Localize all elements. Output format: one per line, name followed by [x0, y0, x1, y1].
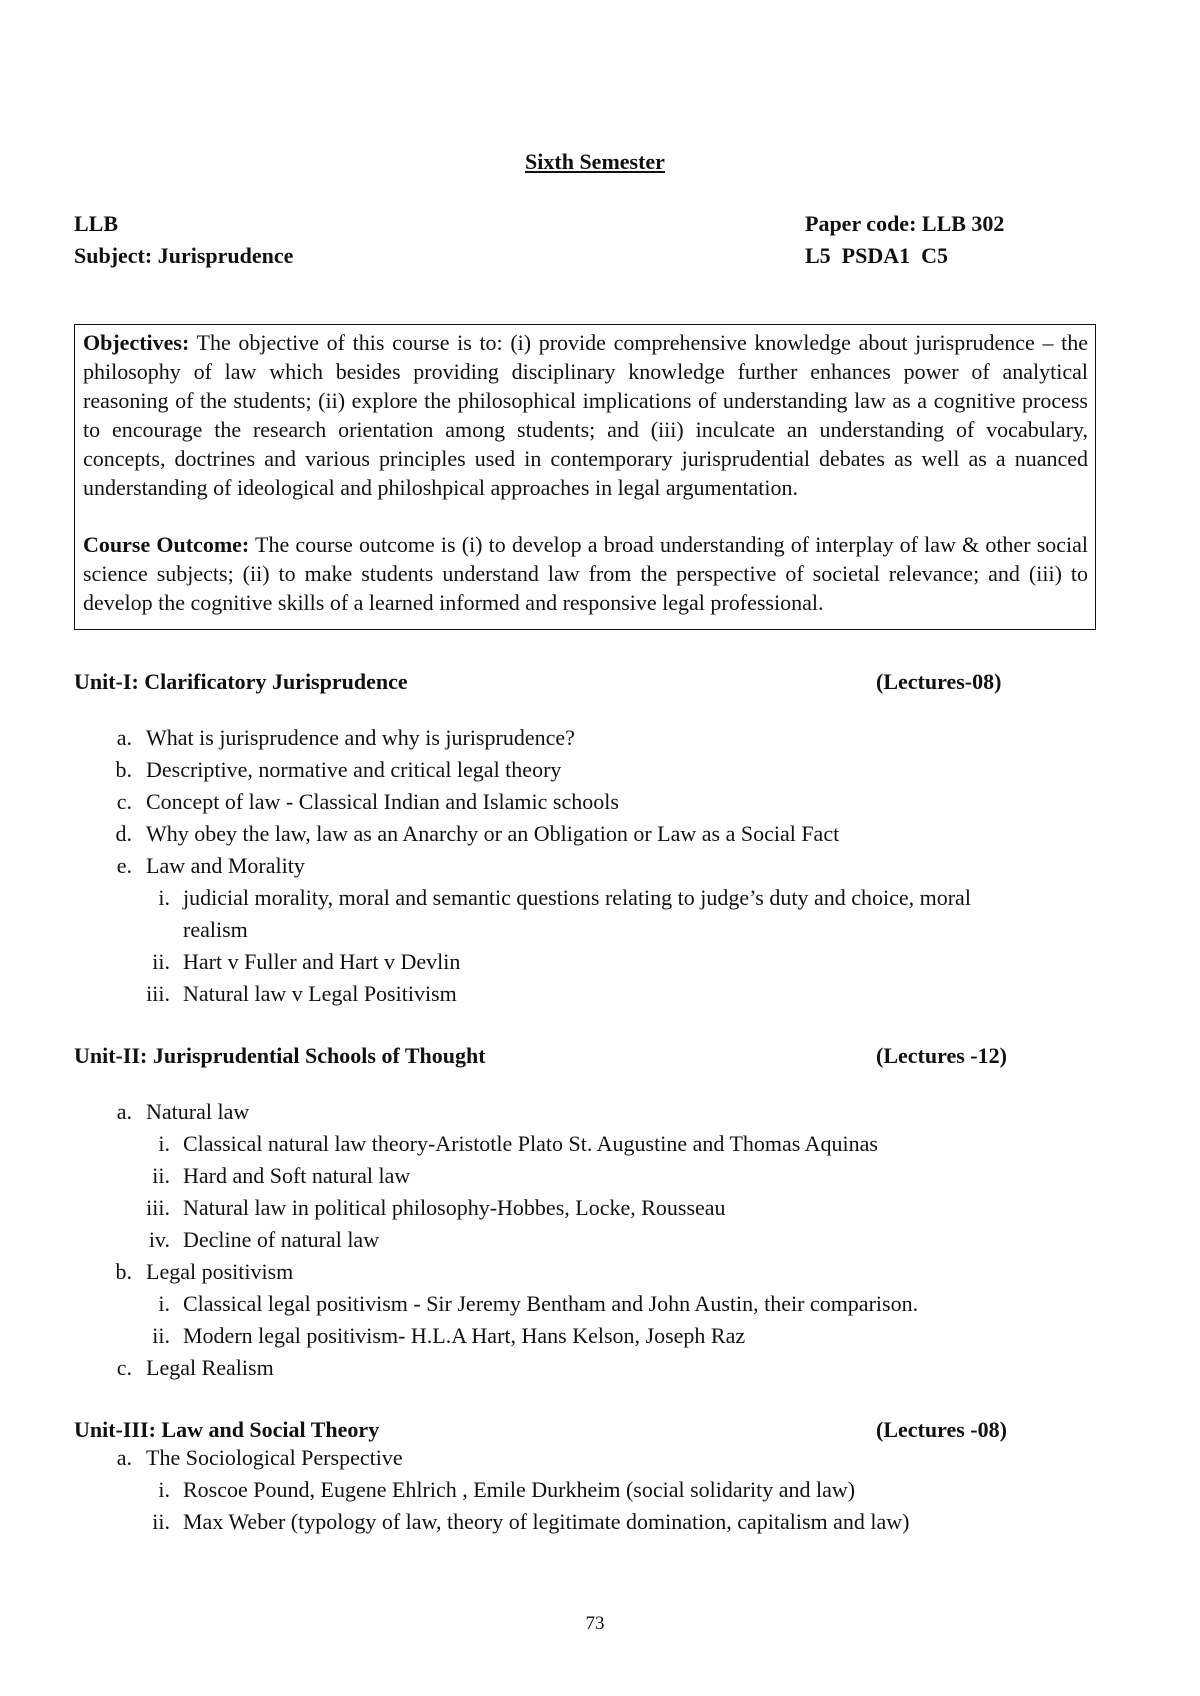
item-marker: i.: [158, 885, 170, 910]
sub-list-item: [0, 883, 1190, 915]
item-text: Classical legal positivism - Sir Jeremy Bentham and John Austin, their comparison.: [183, 1291, 919, 1316]
item-marker: i.: [158, 1477, 170, 1502]
item-text: The Sociological Perspective: [146, 1445, 403, 1470]
sub-list-item: [0, 979, 1190, 1011]
objectives-paragraph: [83, 328, 1088, 502]
list-item: [0, 723, 1190, 755]
level-code: L5 PSDA1 C5: [805, 243, 949, 268]
item-marker: a.: [116, 1099, 132, 1124]
list-item: [0, 1257, 1190, 1289]
subject-label: Subject: Jurisprudence: [74, 243, 294, 268]
sub-list-item: [0, 1193, 1190, 1225]
objectives-text: The objective of this course is to: (i) provide comprehensive knowledge about jurisprudence – the philosophy of law which besides providing disciplinary knowledge further enhances power of analytical reasoning of the students; (ii) explore the philosophical implications of understanding law as a cognitive process to encourage the research orientation among students; and (iii) inculcate an understanding of vocabulary, concepts, doctrines and various principles used in contemporary jurisprudential debates as well as a nuanced understanding of ideological and philoshpical approaches in legal argumentation.: [83, 330, 1088, 500]
program-label: LLB: [74, 211, 119, 236]
objectives-label: Objectives:: [83, 330, 190, 355]
unit-3-list: [0, 1443, 1190, 1539]
sub-list-item: [0, 1289, 1190, 1321]
item-text: Hart v Fuller and Hart v Devlin: [183, 949, 461, 974]
list-item: [0, 851, 1190, 883]
unit-title: Unit-II: Jurisprudential Schools of Thought: [74, 1043, 486, 1068]
item-marker: iii.: [146, 981, 170, 1006]
item-text: Concept of law - Classical Indian and Islamic schools: [146, 789, 619, 814]
item-marker: d.: [115, 821, 132, 846]
objectives-box: [74, 324, 1096, 630]
item-text: Classical natural law theory-Aristotle Plato St. Augustine and Thomas Aquinas: [183, 1131, 878, 1156]
item-text: Roscoe Pound, Eugene Ehlrich , Emile Durkheim (social solidarity and law): [183, 1477, 856, 1502]
list-item: [0, 787, 1190, 819]
unit-lectures: (Lectures-08): [876, 669, 1002, 694]
item-marker: ii.: [152, 1323, 170, 1348]
item-marker: e.: [116, 853, 132, 878]
item-text: What is jurisprudence and why is jurisprudence?: [146, 725, 575, 750]
outcome-text: The course outcome is (i) to develop a broad understanding of interplay of law & other social science subjects; (ii) to make students understand law from the perspective of societal relevance; and (iii) to develop the cognitive skills of a learned informed and responsive legal professional.: [83, 532, 1089, 615]
item-text: Hard and Soft natural law: [183, 1163, 411, 1188]
item-marker: b.: [115, 757, 132, 782]
outcome-label: Course Outcome:: [83, 532, 250, 557]
item-text: Descriptive, normative and critical legal theory: [146, 757, 562, 782]
paper-code: Paper code: LLB 302: [805, 211, 1005, 236]
unit-2-list: [0, 1097, 1190, 1385]
item-marker: ii.: [152, 1509, 170, 1534]
item-text: Natural law in political philosophy-Hobbes, Locke, Rousseau: [183, 1195, 726, 1220]
sub-list-item: [0, 947, 1190, 979]
sub-list-item: [0, 1321, 1190, 1353]
item-marker: ii.: [152, 949, 170, 974]
item-text: Law and Morality: [146, 853, 305, 878]
item-text: Legal Realism: [146, 1355, 274, 1380]
outcome-paragraph: [83, 530, 1088, 617]
sub-list-item: [0, 1161, 1190, 1193]
item-text: Decline of natural law: [183, 1227, 380, 1252]
sub-list-item: [0, 1129, 1190, 1161]
item-marker: i.: [158, 1131, 170, 1156]
sub-list-item: [0, 1225, 1190, 1257]
item-text: Why obey the law, law as an Anarchy or an Obligation or Law as a Social Fact: [146, 821, 840, 846]
item-text: Max Weber (typology of law, theory of legitimate domination, capitalism and law): [183, 1509, 910, 1534]
sub-list-item: [0, 1475, 1190, 1507]
item-text: Natural law v Legal Positivism: [183, 981, 457, 1006]
item-marker: iv.: [148, 1227, 170, 1252]
list-item: [0, 1353, 1190, 1385]
unit-1-heading: [74, 667, 1024, 696]
page-number: 73: [585, 1613, 605, 1634]
item-marker: iii.: [146, 1195, 170, 1220]
item-marker: b.: [115, 1259, 132, 1284]
item-text: Legal positivism: [146, 1259, 294, 1284]
item-marker: a.: [116, 725, 132, 750]
item-marker: a.: [116, 1445, 132, 1470]
sub-list-item: [0, 1507, 1190, 1539]
unit-lectures: (Lectures -12): [876, 1043, 1007, 1068]
item-text: realism: [183, 917, 248, 942]
item-marker: c.: [116, 789, 132, 814]
item-marker: i.: [158, 1291, 170, 1316]
item-text: judicial morality, moral and semantic questions relating to judge’s duty and choice, moral: [183, 885, 971, 910]
list-item: [0, 819, 1190, 851]
unit-3-heading: [74, 1415, 1024, 1444]
page-title: Sixth Semester: [525, 149, 665, 174]
list-item: [0, 1443, 1190, 1475]
item-marker: c.: [116, 1355, 132, 1380]
sub-list-item-continuation: [0, 915, 1190, 947]
list-item: [0, 1097, 1190, 1129]
item-marker: ii.: [152, 1163, 170, 1188]
unit-title: Unit-III: Law and Social Theory: [74, 1417, 380, 1442]
list-item: [0, 755, 1190, 787]
item-text: Modern legal positivism- H.L.A Hart, Hans Kelson, Joseph Raz: [183, 1323, 746, 1348]
unit-1-list: [0, 723, 1190, 1011]
item-text: Natural law: [146, 1099, 250, 1124]
unit-lectures: (Lectures -08): [876, 1417, 1007, 1442]
unit-title: Unit-I: Clarificatory Jurisprudence: [74, 669, 408, 694]
unit-2-heading: [74, 1041, 1024, 1070]
